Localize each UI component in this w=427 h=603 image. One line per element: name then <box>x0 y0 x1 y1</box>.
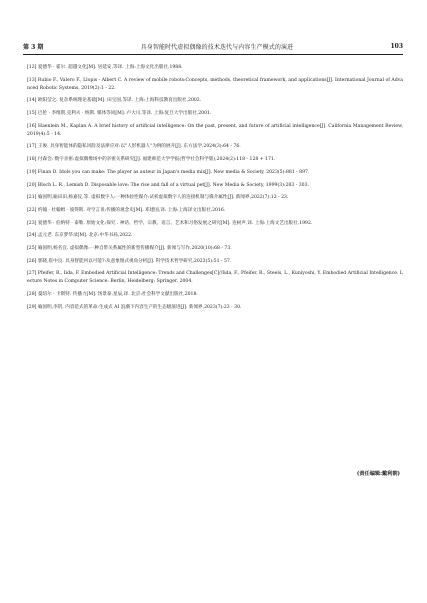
reference-item: [25] 喻国明,杨名宜. 虚拟偶像:一种自带关系属性的新型传播媒介[J]. 新闻与写作,2020(10):68 - 73. <box>27 245 232 251</box>
reference-item: [19] Finan D. Idols you can make: The player as auteur in Japan's media mix[J]. New media & Society, 2023(5):881 - 897. <box>27 169 310 175</box>
header-rule <box>23 54 403 55</box>
reference-item: [22] 约翰 · 杜翰姆 · 彼得斯. 对空言说:传播的观念史[M]. 邓建国,译. 上海:上海译文出版社,2016. <box>27 207 226 213</box>
reference-item: [17] 王俊. 具身智能体的隐私风险及法律应对:以"人形机器人"为例的展开[J]. 东方法学,2024(3):64 - 76. <box>27 144 241 150</box>
reference-item: [14] 欧阳莹之. 复杂系统理论基础[M]. 田宝国,等译. 上海:上海科技教育出版社,2002. <box>27 98 202 104</box>
reference-item: [21] 喻国明,喻田田,杨嘉仪,等. 虚拟数字人:一种体验性媒介:试析虚拟数字人的连接机制与媒介属性[J]. 新闻界,2022(7):12 - 23. <box>27 195 289 201</box>
reference-item: [12] 爱德华 · 霍尔. 超越文化[M]. 居延安,等译. 上海:上海文化出版社,1988. <box>27 65 183 70</box>
issue-label: 第 3 期 <box>23 43 44 51</box>
reference-item: [16] Haenlein M., Kaplan A. A brief history of artificial intelligence: On the past, present, and future of artificial intelligence[J]. California Management Review, 2019(4):5 - 14. <box>27 123 403 137</box>
reference-list <box>27 64 403 316</box>
reference-item: [27] Pfeifer, R., Iida, F. Embodied Artificial Intelligence: Trends and Challenges[C]//Iida, F., Pfeifer, R., Steels, L., Kuniyoshi, Y. Embodied Artificial Intelligence. Lecture Notes in Computer Science. Berlin, Heidelberg: Springer, 2004. <box>27 271 403 285</box>
reference-item: [20] Bloch L. R., Lemish D. Disposable love: The rise and fall of a virtual pet[J]. New Media & Society, 1999(3):283 - 303. <box>27 182 309 188</box>
running-title: 具身智能时代虚拟偶像的技术迭代与内容生产模式的演进 <box>140 43 294 51</box>
page-number: 103 <box>390 42 403 50</box>
reference-item: [23] 爱德华 · 伯纳特 · 泰勒. 原始文化:探究 . 神话、哲学、宗教、语言、艺术和习俗发展之研究[M]. 连树声,译. 上海:上海文艺出版社,1992. <box>27 220 313 226</box>
reference-item: [29] 喻国明,李钒. 内容范式的革命:生成式 AI 浪潮下内容生产的生态级演进[J]. 新闻界,2023(7):23 - 30. <box>27 304 242 310</box>
reference-item: [24] 孟元老. 东京梦华录[M]. 北京:中华书局,2022. <box>27 233 133 239</box>
reference-item: [26] 郭晓,崔中良. 具身智能何以可能?:从意象图式视角分析[J]. 科学技术哲学研究,2023(5):51 - 57. <box>27 258 232 264</box>
reference-item: [15] 巴伦 · 李维斯,克利夫 · 纳斯. 媒体等同[M]. 卢大川,等译. 上海:复旦大学出版社,2001. <box>27 111 212 117</box>
reference-item: [13] Rubio F., Valero F., Llopis - Albert C. A review of mobile robots:Concepts, methods, theoretical framework, and applications[J]. International Journal of Advanced Robotic Systems, 2019(2):1 - 22. <box>27 77 403 91</box>
editor-credit: (责任编辑:戴利朝) <box>356 471 400 477</box>
reference-item: [18] 付森会. 数字亲密:虚拟偶像场中的亲密关系研究[J]. 福建师范大学学报(哲学社会科学版),2024(2):118 - 128 + 171. <box>27 157 276 163</box>
reference-item: [28] 曼纽尔 · 卡斯特. 传播力[M]. 汤景泰,星辰,译. 北京:社会科学文献出版社,2018. <box>27 292 198 297</box>
running-header <box>23 40 403 52</box>
